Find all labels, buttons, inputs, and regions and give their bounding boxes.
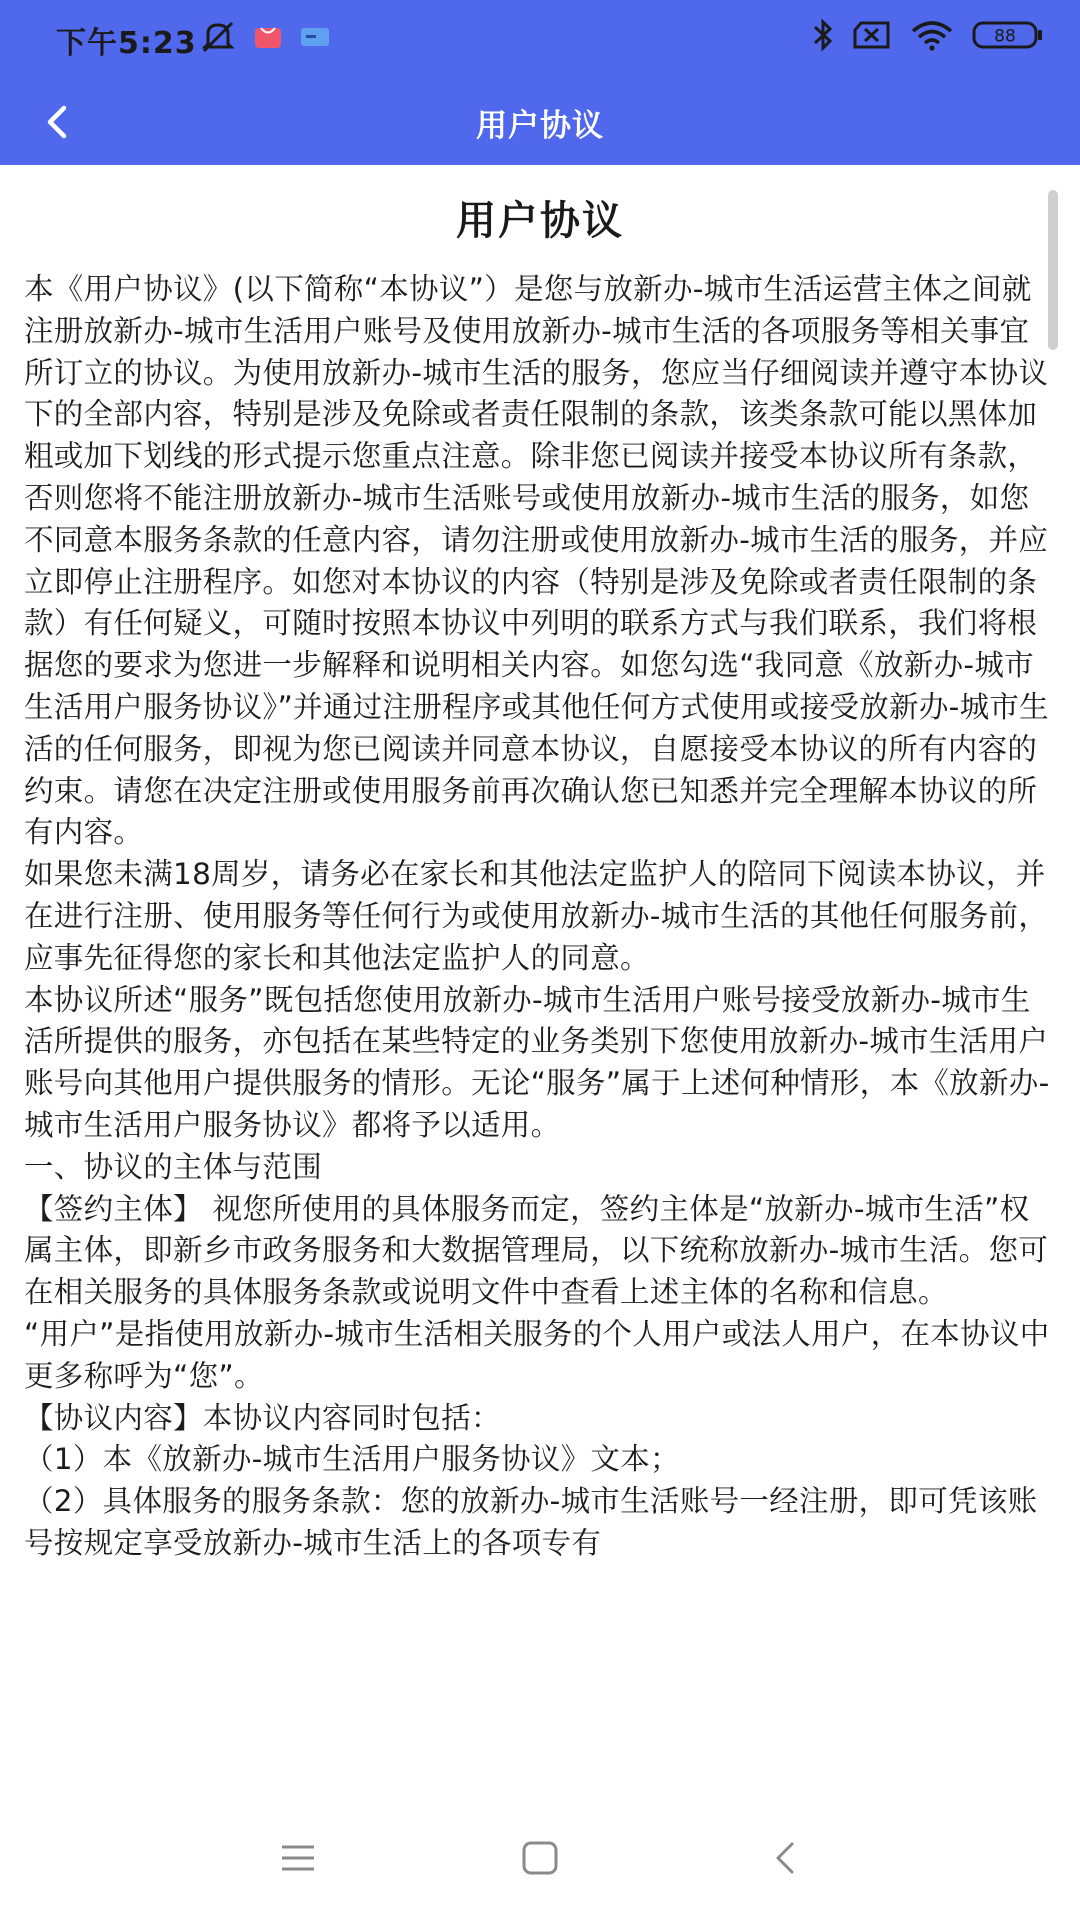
menu-button[interactable] <box>268 1830 328 1886</box>
status-left-icons <box>200 20 330 54</box>
agreement-body <box>0 269 1080 1565</box>
mail-app-icon <box>254 25 282 49</box>
system-navigation-bar <box>0 1790 1080 1920</box>
top-app-bar <box>0 0 1080 165</box>
battery-level: 88 <box>994 26 1016 47</box>
status-bar <box>0 0 1080 78</box>
agreement-paragraph: 本《用户协议》(以下简称“本协议”）是您与放新办-城市生活运营主体之间就注册放新办-城市生活用户账号及使用放新办-城市生活的各项服务等相关事宜所订立的协议。为使用放新办-城市生活的服务，您应当仔细阅读并遵守本协议下的全部内容，特别是涉及免除或者责任限制的条款，该类条款可能以黑体加粗或加下划线的形式提示您重点注意。除非您已阅读并接受本协议所有条款，否则您将不能注册放新办-城市生活账号或使用放新办-城市生活的服务，如您不同意本服务条款的任意内容，请勿注册或使用放新办-城市生活的服务，并应立即停止注册程序。如您对本协议的内容（特别是涉及免除或者责任限制的条款）有任何疑义，可随时按照本协议中列明的联系方式与我们联系，我们将根据您的要求为您进一步解释和说明相关内容。如您勾选“我同意《放新办-城市生活用户服务协议》”并通过注册程序或其他任何方式使用或接受放新办-城市生活的任何服务，即视为您已阅读并同意本协议，自愿接受本协议的所有内容的约束。请您在决定注册或使用服务前再次确认您已知悉并完全理解本协议的所有内容。 <box>24 272 1049 850</box>
scrollbar-thumb[interactable] <box>1048 190 1058 350</box>
page-title: 用户协议 <box>476 108 604 144</box>
agreement-paragraph: 如果您未满18周岁，请务必在家长和其他法定监护人的陪同下阅读本协议，并在进行注册、使用服务等任何行为或使用放新办-城市生活的其他任何服务前，应事先征得您的家长和其他法定监护人的同意。 <box>24 857 1049 975</box>
mute-icon <box>200 20 236 54</box>
system-back-button[interactable] <box>756 1830 816 1886</box>
agreement-paragraph: “用户”是指使用放新办-城市生活相关服务的个人用户或法人用户，在本协议中更多称呼为“您”。 <box>24 1316 1050 1393</box>
menu-icon <box>268 1830 328 1886</box>
home-icon <box>510 1830 570 1886</box>
agreement-paragraph: （1）本《放新办-城市生活用户服务协议》文本； <box>24 1442 680 1477</box>
battery-icon <box>972 19 1044 51</box>
message-app-icon <box>300 26 330 48</box>
bluetooth-icon <box>812 18 834 52</box>
agreement-paragraph: 本协议所述“服务”既包括您使用放新办-城市生活用户账号接受放新办-城市生活所提供的服务，亦包括在某些特定的业务类别下您使用放新办-城市生活用户账号向其他用户提供服务的情形。无论“服务”属于上述何种情形，本《放新办-城市生活用户服务协议》都将予以适用。 <box>24 982 1050 1142</box>
content-fade <box>0 1762 1080 1792</box>
navigation-bar <box>0 78 1080 165</box>
section-heading: 一、协议的主体与范围 <box>24 1149 323 1184</box>
wifi-icon <box>910 19 954 51</box>
back-icon <box>756 1830 816 1886</box>
agreement-title: 用户协议 <box>456 198 624 244</box>
home-button[interactable] <box>510 1830 570 1886</box>
agreement-scroll-view[interactable] <box>0 165 1080 1790</box>
status-time: 下午5:23 <box>56 26 197 61</box>
agreement-paragraph: 【协议内容】本协议内容同时包括： <box>24 1400 501 1435</box>
status-right-icons <box>812 18 1044 52</box>
agreement-paragraph: 【签约主体】 视您所使用的具体服务而定，签约主体是“放新办-城市生活”权属主体，即新乡市政务服务和大数据管理局，以下统称放新办-城市生活。您可在相关服务的具体服务条款或说明文件中查看上述主体的名称和信息。 <box>24 1191 1049 1310</box>
no-sim-icon <box>852 20 892 50</box>
agreement-paragraph: （2）具体服务的服务条款：您的放新办-城市生活账号一经注册，即可凭该账号按规定享受放新办-城市生活上的各项专有 <box>24 1484 1038 1560</box>
